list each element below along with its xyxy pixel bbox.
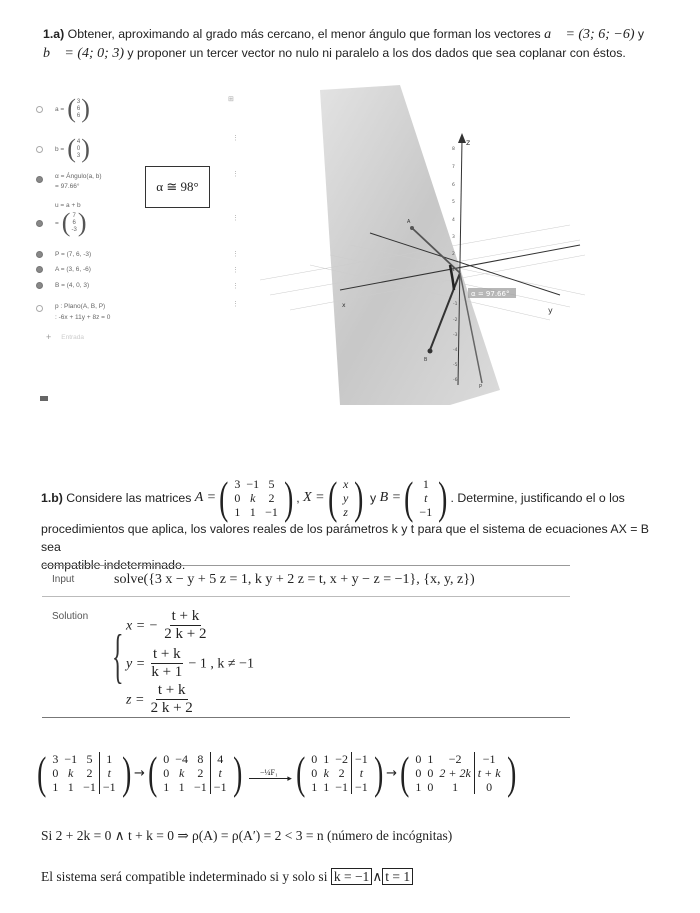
algebra-view (36, 90, 246, 390)
more-icon[interactable]: ⋮ (232, 215, 239, 222)
B-cell: −1 (419, 505, 433, 519)
matrix-cell: 1 (67, 780, 74, 794)
matrix-cell: 0 (427, 766, 434, 780)
matrix-cell: t (210, 766, 229, 780)
y-lhs: y = (126, 656, 146, 672)
matrix-cell: 2 + 2k (439, 766, 471, 780)
matrix-cell: 1 (163, 780, 170, 794)
z-tick: -6 (453, 378, 458, 383)
point-B-label: B (424, 357, 428, 363)
z-tick: 1 (452, 268, 455, 273)
matrix-cell: 0 (415, 752, 422, 766)
z-tick: -1 (453, 302, 458, 307)
row-operation (249, 767, 292, 783)
matrix-cell: 1 (323, 752, 330, 766)
part-a-text1: Obtener, aproximando al grado más cercano, el menor ángulo que forman los vectores (67, 27, 541, 41)
u-x: 7 (72, 212, 76, 219)
A-cell: 5 (268, 477, 275, 491)
augmented-matrix-1: ( 3 −1 5 1 0 k 2 t 1 1 −1 −1 ) (37, 747, 131, 798)
b-x: 4 (76, 138, 81, 145)
part-b-statement-line1: 1.b) Considere las matrices A = ( 3 −1 5 0 k 2 1 1 −1 ) , X = ( x y z ) y B = ( 1 t −1 ) . Determine, justificando el o los (41, 472, 625, 523)
wolfram-result (42, 565, 570, 718)
u-z: -3 (71, 226, 77, 233)
system-brace: { (112, 623, 124, 689)
y-den: k + 1 (151, 664, 183, 680)
plane-equation: : -6x + 11y + 8z = 0 (55, 314, 111, 321)
visibility-toggle-icon[interactable] (36, 266, 43, 273)
divider (42, 596, 570, 597)
visibility-toggle-icon[interactable] (36, 106, 43, 113)
angle-value: = 97.66° (55, 183, 80, 190)
matrix-cell: 4 (210, 752, 229, 766)
z-den: 2 k + 2 (150, 700, 193, 716)
algebra-input-row[interactable] (46, 332, 84, 342)
arrow-icon: → (386, 765, 398, 781)
matrix-cell: t (352, 766, 371, 780)
graphics-3d-view[interactable] (250, 85, 590, 405)
part-a-label: 1.a) (43, 27, 65, 41)
matrix-cell: −1 (99, 780, 118, 794)
matrix-cell: 0 (427, 780, 434, 794)
point-P-label: P (479, 384, 483, 390)
algebra-row-P[interactable] (36, 251, 91, 258)
solution-z (126, 682, 195, 717)
z-tick: 4 (452, 218, 455, 223)
matrix-cell: −1 (64, 752, 78, 766)
vector-a: a⃗ = (3; 6; −6) (544, 27, 635, 42)
input-label: Input (52, 574, 75, 585)
u-definition: u = a + b (55, 202, 81, 209)
visibility-toggle-icon[interactable] (36, 146, 43, 153)
t-result-box: t = 1 (382, 868, 413, 885)
axis-y-label: y (548, 306, 553, 315)
b-z: 3 (76, 152, 81, 159)
A-cell: −1 (265, 505, 278, 519)
matrix-X: ( x y z ) (327, 472, 364, 523)
more-icon[interactable]: ⋮ (232, 283, 239, 290)
matrix-cell: 0 (474, 780, 503, 794)
algebra-row-u[interactable] (36, 210, 86, 236)
matrix-X-label: X = (303, 490, 325, 505)
matrix-cell: k (68, 766, 74, 780)
keyboard-icon[interactable] (40, 396, 48, 401)
more-icon[interactable]: ⋮ (232, 171, 239, 178)
solution-label: Solution (52, 611, 89, 622)
part-b-text3: compatible indeterminado. (41, 558, 186, 572)
angle-definition: α = Ángulo(a, b) (55, 173, 102, 180)
matrix-cell: −1 (335, 780, 349, 794)
algebra-input[interactable]: Entrada (61, 333, 85, 341)
algebra-row-b[interactable] (36, 136, 90, 162)
point-A-marker[interactable] (410, 226, 414, 230)
X-cell: y (342, 491, 349, 505)
matrix-cell: −1 (194, 780, 207, 794)
matrix-cell: 3 (52, 752, 59, 766)
axis-z-label: z (466, 138, 471, 147)
axis-x-label: x (342, 302, 346, 309)
A-cell: k (250, 491, 256, 505)
A-cell: 0 (234, 491, 241, 505)
a-x: 3 (76, 98, 81, 105)
visibility-toggle-icon[interactable] (36, 176, 43, 183)
matrix-cell: 0 (52, 766, 59, 780)
matrix-cell: 1 (99, 752, 118, 766)
z-num: t + k (157, 682, 186, 698)
algebra-a-label: a = (55, 105, 65, 113)
z-tick: 3 (452, 235, 455, 240)
x-num: t + k (171, 608, 200, 624)
z-tick: -5 (453, 363, 458, 368)
plane-p[interactable] (320, 85, 500, 405)
matrix-cell: 1 (452, 780, 459, 794)
style-bar-icon[interactable]: ⊞ (228, 96, 234, 103)
matrix-A-label: A = (194, 490, 217, 505)
part-b-text1: . Determine, justificando el o los (450, 491, 625, 505)
part-a-statement (43, 25, 663, 63)
algebra-u-matrix: ( 7 6 -3 ) (61, 208, 87, 237)
matrix-cell: 2 (86, 766, 93, 780)
matrix-cell: 0 (163, 766, 170, 780)
matrix-cell: 1 (311, 780, 318, 794)
algebra-row-plane[interactable] (36, 301, 110, 323)
point-A: A = (3, 6, -6) (55, 266, 91, 273)
X-cell: z (343, 505, 348, 519)
matrix-cell: t + k (474, 766, 503, 780)
matrix-cell: 1 (323, 780, 330, 794)
matrix-cell: 2 (338, 766, 345, 780)
B-cell: 1 (422, 477, 429, 491)
matrix-cell: −1 (352, 780, 371, 794)
z-tick: 8 (452, 147, 455, 152)
visibility-toggle-icon[interactable] (36, 251, 43, 258)
matrix-cell: −4 (175, 752, 189, 766)
A-cell: 3 (234, 477, 241, 491)
part-a-text2: y proponer un tercer vector no nulo ni paralelo a los dos dados que sea coplanar con éstos. (127, 46, 626, 60)
matrix-cell: 1 (427, 752, 434, 766)
matrix-cell: −1 (352, 752, 371, 766)
augmented-matrix-3: ( 0 1 −2 −1 0 k 2 t 1 1 −1 −1 ) (295, 747, 384, 798)
matrix-cell: 5 (86, 752, 93, 766)
y-num: t + k (153, 646, 181, 662)
z-tick: 7 (452, 165, 455, 170)
B-cell: t (424, 491, 428, 505)
z-tick: -2 (453, 318, 458, 323)
u-eq: = (55, 219, 59, 227)
point-P: P = (7, 6, -3) (55, 251, 92, 258)
matrix-cell: −2 (335, 752, 349, 766)
A-cell: 2 (268, 491, 275, 505)
x-den: 2 k + 2 (164, 626, 207, 642)
point-B-marker[interactable] (428, 349, 433, 354)
more-icon[interactable]: ⋮ (232, 135, 239, 142)
visibility-toggle-icon[interactable] (36, 282, 43, 289)
matrix-cell: 8 (197, 752, 204, 766)
arrow-icon: → (134, 765, 145, 781)
algebra-row-B[interactable] (36, 282, 89, 289)
matrix-cell: t (99, 766, 118, 780)
matrix-cell: 0 (311, 766, 318, 780)
y-rest: − 1 , k ≠ −1 (188, 656, 254, 672)
matrix-cell: k (323, 766, 329, 780)
matrix-cell: 2 (197, 766, 204, 780)
long-arrow-icon: ▸ (249, 778, 289, 779)
matrix-cell: 0 (415, 766, 422, 780)
conclusion-text: El sistema será compatible indeterminado si y solo si (41, 869, 328, 884)
part-b-intro: Considere las matrices (66, 491, 192, 505)
x-lhs: x = − (126, 618, 159, 634)
augmented-matrix-4: ( 0 1 −2 −1 0 0 2 + 2k t + k 1 0 1 0 ) (400, 747, 516, 798)
visibility-toggle-icon[interactable] (36, 305, 43, 312)
bottom-border (42, 717, 570, 718)
k-result-box: k = −1 (331, 868, 372, 885)
conclusion-line2 (41, 869, 413, 885)
plus-icon[interactable]: + (46, 332, 52, 342)
z-tick: 6 (452, 183, 455, 188)
matrix-cell: 0 (163, 752, 170, 766)
X-cell: x (342, 477, 349, 491)
input-expression: solve({3 x − y + 5 z = 1, k y + 2 z = t, x + y − z = −1}, {x, y, z}) (114, 572, 475, 587)
z-lhs: z = (126, 692, 145, 708)
z-tick: 2 (452, 252, 455, 257)
algebra-b-label: b = (55, 145, 65, 153)
part-a-and: y (637, 27, 645, 41)
part-b-text2: procedimientos que aplica, los valores reales de los parámetros k y t para que el sistema de ecuaciones AX = B sea (41, 522, 649, 554)
matrix-A: ( 3 −1 5 0 k 2 1 1 −1 ) (219, 472, 294, 523)
matrix-cell: 1 (178, 780, 185, 794)
conclusion-line1: Si 2 + 2k = 0 ∧ t + k = 0 ⇒ ρ(A) = ρ(A′) = 2 < 3 = n (número de incógnitas) (41, 828, 453, 843)
solution-y (126, 646, 254, 681)
matrix-cell: −2 (448, 752, 462, 766)
more-icon[interactable]: ⋮ (232, 267, 239, 274)
point-A-label: A (407, 219, 411, 225)
a-y: 6 (76, 105, 81, 112)
matrix-cell: −1 (210, 780, 229, 794)
matrix-cell: k (178, 766, 185, 780)
matrix-cell: 0 (311, 752, 318, 766)
algebra-row-A[interactable] (36, 266, 91, 273)
matrix-cell: −1 (474, 752, 503, 766)
A-cell: 1 (234, 505, 241, 519)
more-icon[interactable]: ⋮ (232, 251, 239, 258)
algebra-row-a[interactable] (36, 96, 90, 122)
vector-b: b⃗ = (4; 0; 3) (43, 46, 124, 61)
z-axis-arrow-icon (458, 133, 466, 143)
u-y: 6 (72, 219, 76, 226)
matrix-cell: 1 (52, 780, 59, 794)
b-y: 0 (76, 145, 81, 152)
visibility-toggle-icon[interactable] (36, 220, 43, 227)
point-B: B = (4, 0, 3) (55, 282, 90, 289)
algebra-row-angle[interactable] (36, 172, 102, 192)
plane-definition: p : Plano(A, B, P) (55, 303, 106, 310)
a-z: 6 (76, 112, 81, 119)
and-symbol: ∧ (372, 869, 383, 884)
z-tick: -3 (453, 333, 458, 338)
solution-x (126, 608, 209, 643)
matrix-B: ( 1 t −1 ) (404, 472, 448, 523)
matrix-cell: −1 (83, 780, 96, 794)
angle-result-box: α ≅ 98° (145, 166, 210, 208)
algebra-a-matrix: ( 3 6 6 ) (67, 94, 90, 123)
angle-label: α = 97.66° (471, 290, 510, 298)
gauss-elimination (34, 742, 684, 804)
matrix-cell: 1 (415, 780, 422, 794)
part-b-and: y (370, 491, 377, 505)
z-tick: -4 (453, 348, 458, 353)
matrix-B-label: B = (379, 490, 402, 505)
A-cell: −1 (246, 477, 260, 491)
z-tick: 5 (452, 200, 455, 205)
augmented-matrix-2: ( 0 −4 8 4 0 k 2 t 1 1 −1 −1 ) (147, 747, 242, 798)
row-op-label: −¼F₁ (260, 767, 278, 777)
A-cell: 1 (249, 505, 256, 519)
part-b-label: 1.b) (41, 491, 63, 505)
algebra-b-matrix: ( 4 0 3 ) (67, 134, 90, 163)
more-icon[interactable]: ⋮ (232, 301, 239, 308)
